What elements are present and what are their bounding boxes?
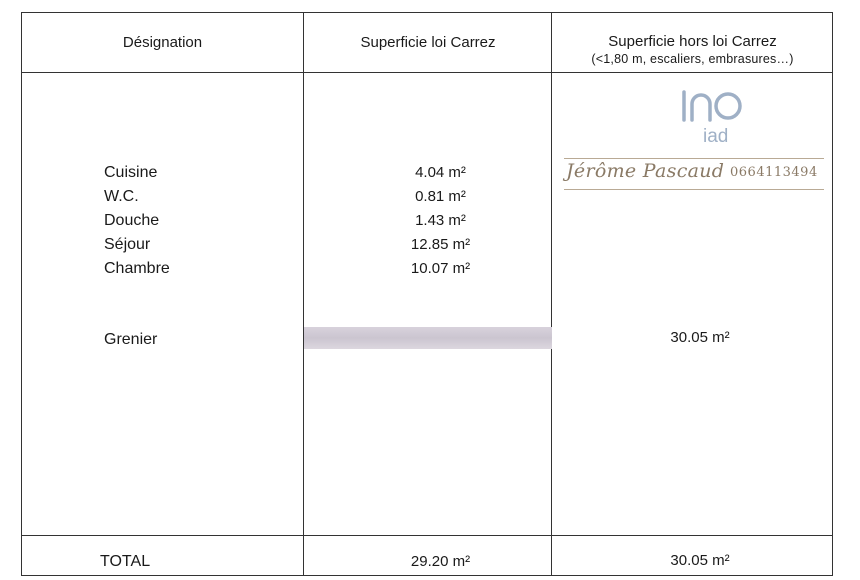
room-name: Chambre: [104, 260, 170, 277]
room-carrez-value: 12.85 m²: [410, 236, 471, 253]
room-carrez-value: 1.43 m²: [415, 212, 466, 229]
header-hors-carrez: Superficie hors loi Carrez: [608, 33, 777, 50]
room-name: Douche: [104, 212, 160, 229]
header-hors-carrez-note: (<1,80 m, escaliers, embrasures…): [591, 52, 794, 66]
header-carrez: Superficie loi Carrez: [360, 34, 496, 51]
iad-logo: [676, 86, 746, 146]
header-designation: Désignation: [122, 34, 203, 51]
total-hors-carrez-value: 30.05 m²: [670, 552, 730, 569]
room-carrez-value: 10.07 m²: [410, 260, 471, 277]
iad-logo-text: iad: [703, 126, 729, 146]
total-divider: [21, 535, 833, 536]
room-name: Cuisine: [104, 164, 158, 181]
header-divider: [21, 72, 833, 73]
column-divider: [551, 12, 552, 576]
grenier-carrez-shaded-cell: [304, 327, 552, 349]
room-carrez-value: 4.04 m²: [415, 164, 466, 181]
room-name: Séjour: [104, 236, 151, 253]
stamp-name: Jérôme Pascaud: [566, 160, 725, 182]
stamp-rule: [564, 189, 824, 190]
total-label: TOTAL: [100, 553, 151, 570]
total-carrez-value: 29.20 m²: [410, 553, 471, 570]
grenier-hors-carrez-value: 30.05 m²: [670, 329, 730, 346]
column-divider: [303, 12, 304, 576]
stamp-rule: [564, 158, 824, 159]
room-name: W.C.: [104, 188, 139, 205]
room-carrez-value: 0.81 m²: [415, 188, 466, 205]
stamp-phone: 0664113494: [730, 165, 818, 180]
grenier-name: Grenier: [104, 331, 158, 348]
